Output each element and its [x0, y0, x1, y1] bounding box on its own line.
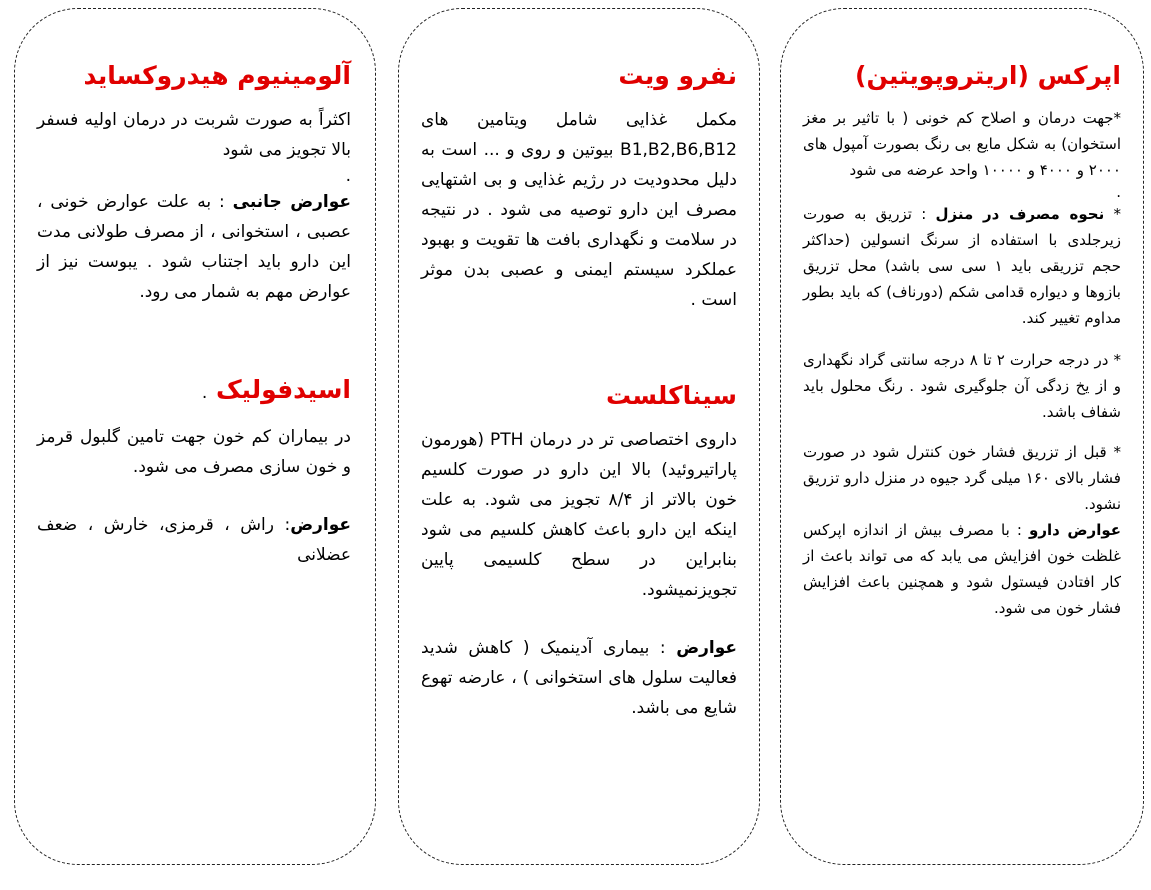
separator-dot: . — [1116, 183, 1121, 201]
eprex-blood-pressure: * قبل از تزریق فشار خون کنترل شود در صورت فشار بالای ۱۶۰ میلی گرد جیوه در منزل دارو تزریق نشود. — [803, 443, 1121, 513]
eprex-effects-label: عوارض دارو — [1029, 521, 1121, 539]
usage-text: : تزریق به صورت زیرجلدی با استفاده از سرنگ انسولین (حداکثر حجم تزریقی باید ۱ سی سی باشد) محل تزریق بازوها و دیواره قدامی شکم (دورناف) که باید بطور مداوم تغییر کند. — [803, 205, 1121, 327]
eprex-effects-text: : با مصرف بیش از اندازه اپرکس غلظت خون افزایش می یابد که می تواند باعث از کار افتادن فیستول شود و همچنین باعث افزایش فشار خون می شود. — [803, 521, 1121, 617]
nephrovit-description: مکمل غذایی شامل ویتامین های B1,B2,B6,B12 بیوتین و روی و ... است به دلیل محدودیت در رژیم غذایی و بی اشتهایی مصرف این دارو توصیه می شود . در نتیجه در سلامت و نگهداری بافت ها تقویت و بهبود عملکرد سیستم ایمنی و عصبی بدن موثر است . — [421, 110, 737, 310]
eprex-storage: * در درجه حرارت ۲ تا ۸ درجه سانتی گراد نگهداری و از یخ زدگی آن جلوگیری شود . رنگ محلول باید شفاف باشد. — [803, 351, 1121, 421]
side-effects-label: عوارض جانبی — [232, 192, 351, 212]
eprex-description: *جهت درمان و اصلاح کم خونی ( با تاثیر بر مغز استخوان) به شکل مایع بی رنگ بصورت آمپول های ۲۰۰۰ و ۴۰۰۰ و ۱۰۰۰۰ واحد عرضه می شود — [803, 109, 1121, 179]
folic-acid-description: در بیماران کم خون جهت تامین گلبول قرمز و خون سازی مصرف می شود. — [37, 427, 351, 477]
aluminium-side-effects — [37, 187, 351, 307]
cinacalcet-description: داروی اختصاصی تر در درمان PTH (هورمون پاراتیروئید) بالا این دارو در صورت کلسیم خون بالاتر از ۸/۴ تجویز می شود. به علت اینکه این دارو باعث کاهش کلسیم می شود بنابراین در سطح کلسیمی پایین تجویزنمیشود. — [421, 430, 737, 600]
side-effects-text: : به علت عوارض خونی ، عصبی ، استخوانی ، از مصرف طولانی مدت این دارو باید اجتناب شود . یبوست نیز از عوارض مهم به شمار می رود. — [37, 192, 351, 302]
eprex-home-usage — [803, 201, 1121, 331]
folic-acid-dot: . — [201, 383, 208, 403]
separator-dot: . — [345, 166, 351, 186]
heading-eprex: اپرکس (اریتروپویتین) — [855, 61, 1121, 90]
usage-star: * — [1104, 205, 1122, 223]
cinacalcet-effects — [421, 633, 737, 723]
panel-middle — [398, 8, 760, 865]
panel-right — [780, 8, 1144, 865]
heading-cinacalcet: سیناکلست — [605, 381, 737, 410]
heading-folic-acid — [37, 373, 351, 410]
folic-acid-title: اسیدفولیک — [215, 375, 351, 404]
cinacalcet-effects-text: : بیماری آدینمیک ( کاهش شدید فعالیت سلول های استخوانی ) ، عارضه تهوع شایع می باشد. — [421, 638, 737, 718]
panel-left — [14, 8, 376, 865]
eprex-side-effects — [803, 517, 1121, 621]
heading-nephrovit: نفرو ویت — [618, 61, 737, 90]
heading-aluminium-hydroxide: آلومینیوم هیدروکساید — [83, 61, 351, 90]
folic-effects-label: عوارض — [290, 515, 351, 535]
usage-label: نحوه مصرف در منزل — [935, 205, 1105, 223]
folic-acid-effects — [37, 510, 351, 570]
cinacalcet-effects-label: عوارض — [676, 638, 738, 658]
folic-effects-text: : راش ، قرمزی، خارش ، ضعف عضلانی — [37, 515, 351, 565]
aluminium-description: اکثراً به صورت شربت در درمان اولیه فسفر بالا تجویز می شود — [37, 110, 351, 160]
